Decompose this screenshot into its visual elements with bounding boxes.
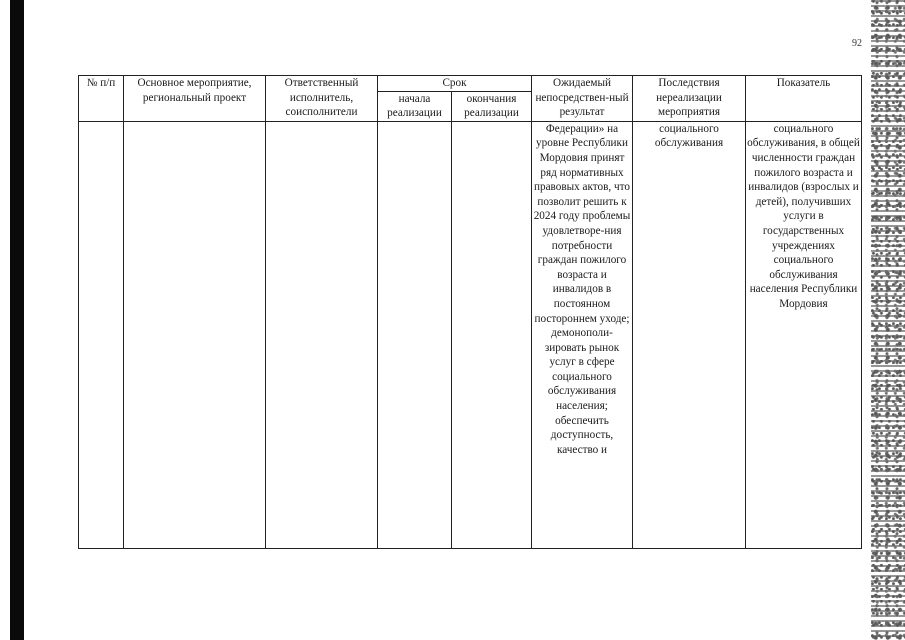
- page-number: 92: [852, 38, 862, 49]
- cell-responsible: [266, 121, 378, 548]
- activities-table: [78, 75, 862, 549]
- header-main-activity: Основное мероприятие, региональный проект: [124, 76, 266, 122]
- cell-main-activity: [124, 121, 266, 548]
- header-consequences: Последствия нереализации мероприятия: [633, 76, 746, 122]
- cell-expected-result: Федерации» на уровне Республики Мордовия принят ряд нормативных правовых актов, что позволит решить к 2024 году проблемы удовлетворе-ния потребности граждан пожилого возраста и инвалидов в постоянном постороннем уходе; демонополи-зировать рынок услуг в сфере социального обслуживания населения; обеспечить доступность, качество и: [532, 121, 633, 548]
- header-indicator: Показатель: [746, 76, 862, 122]
- cell-term-end: [452, 121, 532, 548]
- header-expected-result: Ожидаемый непосредствен-ный результат: [532, 76, 633, 122]
- cell-num: [79, 121, 124, 548]
- table-row: [79, 121, 862, 548]
- cell-indicator: социального обслуживания, в общей численности граждан пожилого возраста и инвалидов (взрослых и детей), получивших услуги в государственных учреждениях социального обслуживания населения Республики Мордовия: [746, 121, 862, 548]
- header-term: Срок: [378, 76, 532, 92]
- scan-binding-edge: [10, 0, 24, 640]
- cell-term-start: [378, 121, 452, 548]
- scan-edge-noise: [871, 0, 905, 640]
- header-term-end: окончания реализации: [452, 91, 532, 121]
- cell-consequences: социального обслуживания: [633, 121, 746, 548]
- header-responsible: Ответственный исполнитель, соисполнители: [266, 76, 378, 122]
- header-num: № п/п: [79, 76, 124, 122]
- header-term-start: начала реализации: [378, 91, 452, 121]
